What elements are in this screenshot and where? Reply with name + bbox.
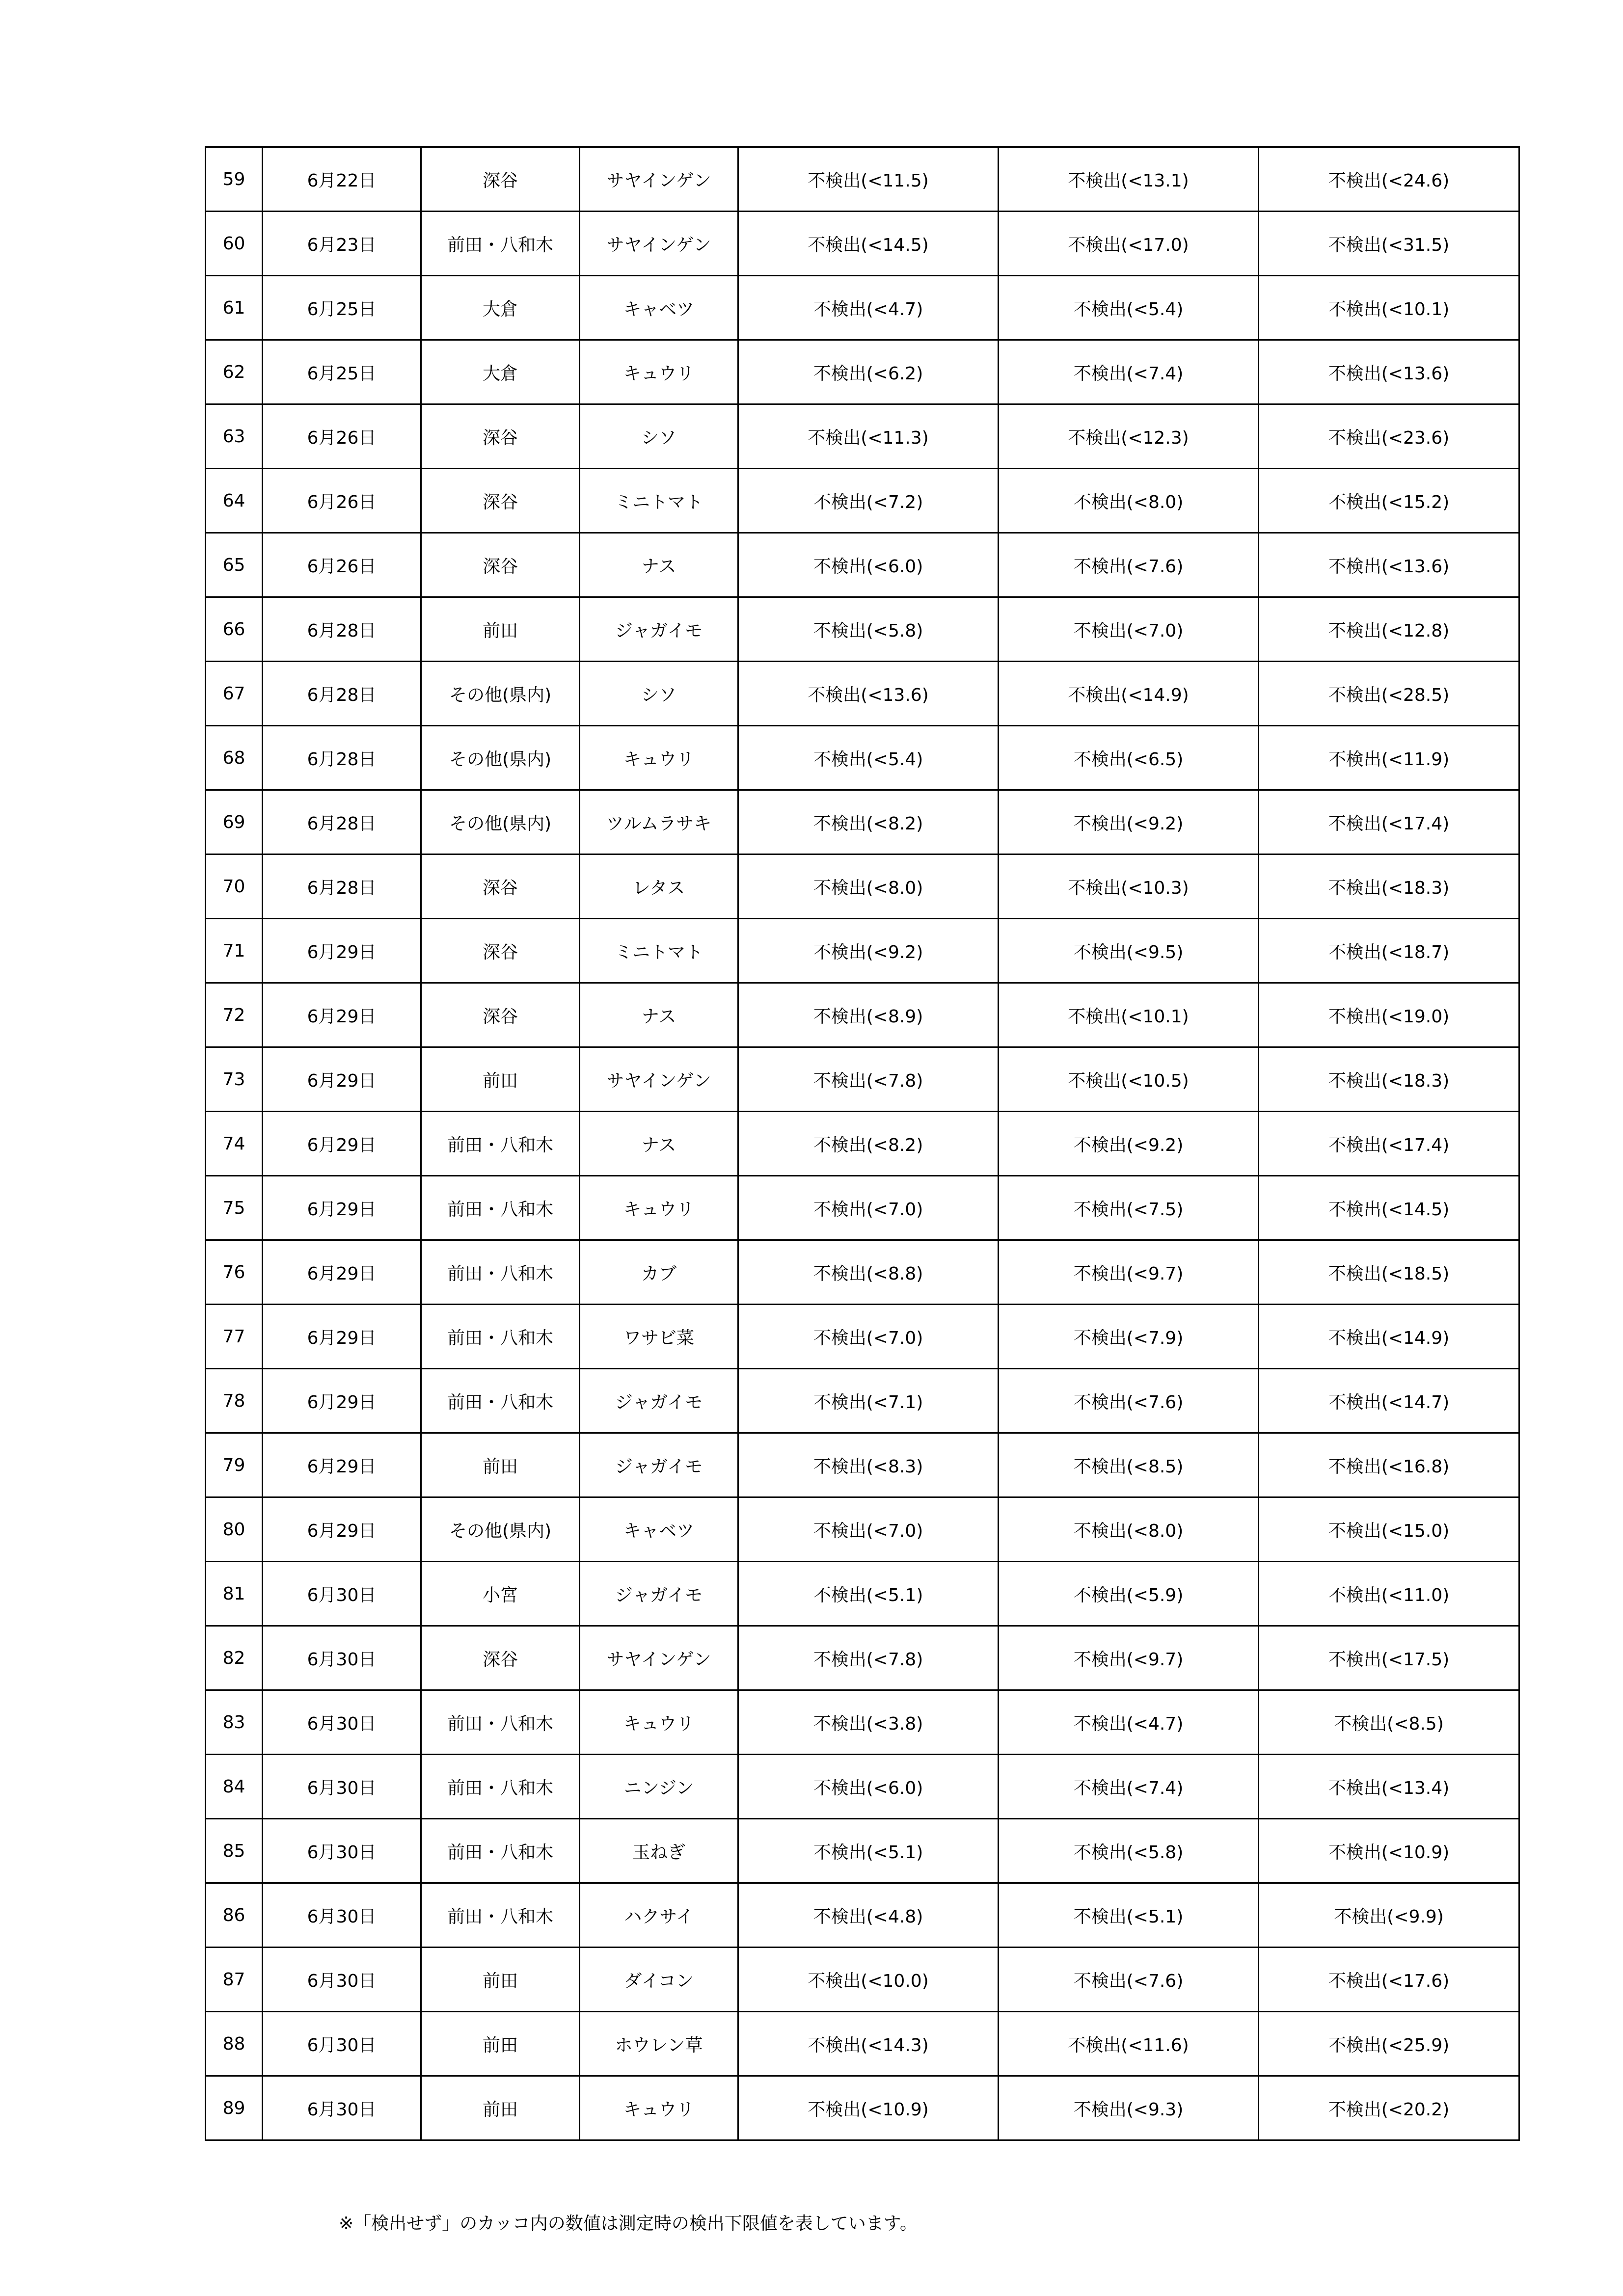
result-3-cell: 不検出(<25.9) <box>1259 2012 1519 2076</box>
result-2-cell: 不検出(<5.9) <box>999 1562 1259 1626</box>
result-2-cell: 不検出(<10.3) <box>999 854 1259 919</box>
result-2-cell: 不検出(<14.9) <box>999 662 1259 726</box>
sample-number-cell: 59 <box>206 147 263 212</box>
sample-number-cell: 80 <box>206 1497 263 1562</box>
area-cell: 深谷 <box>421 983 580 1047</box>
result-3-cell: 不検出(<14.5) <box>1259 1176 1519 1240</box>
result-1-cell: 不検出(<6.0) <box>738 533 999 597</box>
item-cell: ダイコン <box>580 1948 738 2012</box>
result-1-cell: 不検出(<3.8) <box>738 1690 999 1755</box>
result-3-cell: 不検出(<13.6) <box>1259 340 1519 404</box>
result-3-cell: 不検出(<15.0) <box>1259 1497 1519 1562</box>
result-3-cell: 不検出(<19.0) <box>1259 983 1519 1047</box>
result-2-cell: 不検出(<7.5) <box>999 1176 1259 1240</box>
sample-number-cell: 89 <box>206 2076 263 2140</box>
result-3-cell: 不検出(<14.9) <box>1259 1305 1519 1369</box>
date-cell: 6月29日 <box>263 1112 421 1176</box>
result-1-cell: 不検出(<5.1) <box>738 1819 999 1883</box>
table-row <box>206 2076 1519 2140</box>
item-cell: ジャガイモ <box>580 1433 738 1497</box>
footnote: ※「検出せず」のカッコ内の数値は測定時の検出下限値を表しています。 <box>339 2214 918 2234</box>
item-cell: ミニトマト <box>580 919 738 983</box>
table-row <box>206 790 1519 854</box>
date-cell: 6月26日 <box>263 533 421 597</box>
result-3-cell: 不検出(<28.5) <box>1259 662 1519 726</box>
table-row <box>206 597 1519 662</box>
result-2-cell: 不検出(<7.4) <box>999 340 1259 404</box>
item-cell: ジャガイモ <box>580 1562 738 1626</box>
table-row <box>206 854 1519 919</box>
result-3-cell: 不検出(<24.6) <box>1259 147 1519 212</box>
item-cell: サヤインゲン <box>580 1626 738 1690</box>
sample-number-cell: 69 <box>206 790 263 854</box>
result-3-cell: 不検出(<9.9) <box>1259 1883 1519 1948</box>
date-cell: 6月30日 <box>263 1755 421 1819</box>
item-cell: シソ <box>580 404 738 469</box>
result-2-cell: 不検出(<8.0) <box>999 469 1259 533</box>
result-2-cell: 不検出(<9.7) <box>999 1240 1259 1305</box>
item-cell: ツルムラサキ <box>580 790 738 854</box>
item-cell: ナス <box>580 1112 738 1176</box>
area-cell: 深谷 <box>421 1626 580 1690</box>
result-3-cell: 不検出(<14.7) <box>1259 1369 1519 1433</box>
table-row <box>206 1755 1519 1819</box>
table-row <box>206 533 1519 597</box>
table-row <box>206 1305 1519 1369</box>
area-cell: 深谷 <box>421 469 580 533</box>
result-3-cell: 不検出(<16.8) <box>1259 1433 1519 1497</box>
area-cell: 深谷 <box>421 919 580 983</box>
result-1-cell: 不検出(<8.2) <box>738 790 999 854</box>
date-cell: 6月29日 <box>263 1240 421 1305</box>
table-row <box>206 1240 1519 1305</box>
result-3-cell: 不検出(<13.6) <box>1259 533 1519 597</box>
result-3-cell: 不検出(<15.2) <box>1259 469 1519 533</box>
result-1-cell: 不検出(<10.9) <box>738 2076 999 2140</box>
table-row <box>206 1497 1519 1562</box>
result-3-cell: 不検出(<17.5) <box>1259 1626 1519 1690</box>
result-3-cell: 不検出(<17.4) <box>1259 1112 1519 1176</box>
area-cell: 深谷 <box>421 854 580 919</box>
result-2-cell: 不検出(<5.1) <box>999 1883 1259 1948</box>
date-cell: 6月29日 <box>263 1047 421 1112</box>
sample-number-cell: 60 <box>206 212 263 276</box>
date-cell: 6月30日 <box>263 1690 421 1755</box>
date-cell: 6月25日 <box>263 340 421 404</box>
area-cell: 深谷 <box>421 533 580 597</box>
table-row <box>206 340 1519 404</box>
area-cell: 前田 <box>421 597 580 662</box>
date-cell: 6月30日 <box>263 2076 421 2140</box>
date-cell: 6月23日 <box>263 212 421 276</box>
sample-number-cell: 85 <box>206 1819 263 1883</box>
result-1-cell: 不検出(<7.1) <box>738 1369 999 1433</box>
result-1-cell: 不検出(<7.0) <box>738 1497 999 1562</box>
area-cell: 前田 <box>421 1047 580 1112</box>
result-3-cell: 不検出(<13.4) <box>1259 1755 1519 1819</box>
area-cell: その他(県内) <box>421 790 580 854</box>
sample-number-cell: 65 <box>206 533 263 597</box>
item-cell: キャベツ <box>580 1497 738 1562</box>
result-1-cell: 不検出(<4.8) <box>738 1883 999 1948</box>
result-1-cell: 不検出(<10.0) <box>738 1948 999 2012</box>
table-row <box>206 662 1519 726</box>
table-row <box>206 1176 1519 1240</box>
result-2-cell: 不検出(<10.5) <box>999 1047 1259 1112</box>
date-cell: 6月30日 <box>263 1819 421 1883</box>
item-cell: ナス <box>580 533 738 597</box>
item-cell: ニンジン <box>580 1755 738 1819</box>
area-cell: 前田・八和木 <box>421 212 580 276</box>
date-cell: 6月29日 <box>263 1497 421 1562</box>
result-3-cell: 不検出(<17.4) <box>1259 790 1519 854</box>
result-2-cell: 不検出(<12.3) <box>999 404 1259 469</box>
table-row <box>206 1433 1519 1497</box>
area-cell: 前田・八和木 <box>421 1240 580 1305</box>
sample-number-cell: 87 <box>206 1948 263 2012</box>
sample-number-cell: 68 <box>206 726 263 790</box>
item-cell: サヤインゲン <box>580 212 738 276</box>
result-1-cell: 不検出(<6.2) <box>738 340 999 404</box>
date-cell: 6月28日 <box>263 790 421 854</box>
item-cell: キャベツ <box>580 276 738 340</box>
area-cell: 前田・八和木 <box>421 1305 580 1369</box>
result-3-cell: 不検出(<12.8) <box>1259 597 1519 662</box>
area-cell: 前田 <box>421 1948 580 2012</box>
item-cell: 玉ねぎ <box>580 1819 738 1883</box>
result-1-cell: 不検出(<11.5) <box>738 147 999 212</box>
area-cell: 深谷 <box>421 147 580 212</box>
date-cell: 6月30日 <box>263 1948 421 2012</box>
result-1-cell: 不検出(<4.7) <box>738 276 999 340</box>
result-3-cell: 不検出(<18.5) <box>1259 1240 1519 1305</box>
date-cell: 6月29日 <box>263 983 421 1047</box>
sample-number-cell: 81 <box>206 1562 263 1626</box>
sample-number-cell: 76 <box>206 1240 263 1305</box>
result-3-cell: 不検出(<18.3) <box>1259 1047 1519 1112</box>
table-row <box>206 1883 1519 1948</box>
result-3-cell: 不検出(<10.9) <box>1259 1819 1519 1883</box>
result-2-cell: 不検出(<7.6) <box>999 1369 1259 1433</box>
result-2-cell: 不検出(<5.4) <box>999 276 1259 340</box>
sample-number-cell: 67 <box>206 662 263 726</box>
table-row <box>206 1112 1519 1176</box>
sample-number-cell: 73 <box>206 1047 263 1112</box>
result-1-cell: 不検出(<8.2) <box>738 1112 999 1176</box>
table-row <box>206 726 1519 790</box>
item-cell: キュウリ <box>580 2076 738 2140</box>
results-table <box>205 146 1520 2141</box>
sample-number-cell: 88 <box>206 2012 263 2076</box>
area-cell: 前田・八和木 <box>421 1690 580 1755</box>
result-3-cell: 不検出(<8.5) <box>1259 1690 1519 1755</box>
result-1-cell: 不検出(<7.2) <box>738 469 999 533</box>
table-row <box>206 1369 1519 1433</box>
item-cell: ホウレン草 <box>580 2012 738 2076</box>
sample-number-cell: 82 <box>206 1626 263 1690</box>
result-1-cell: 不検出(<7.0) <box>738 1305 999 1369</box>
table-row <box>206 1948 1519 2012</box>
result-1-cell: 不検出(<14.3) <box>738 2012 999 2076</box>
area-cell: 前田・八和木 <box>421 1755 580 1819</box>
result-2-cell: 不検出(<9.2) <box>999 1112 1259 1176</box>
date-cell: 6月30日 <box>263 1626 421 1690</box>
sample-number-cell: 75 <box>206 1176 263 1240</box>
item-cell: サヤインゲン <box>580 1047 738 1112</box>
table-row <box>206 212 1519 276</box>
date-cell: 6月30日 <box>263 1883 421 1948</box>
table-row <box>206 1690 1519 1755</box>
result-2-cell: 不検出(<10.1) <box>999 983 1259 1047</box>
result-3-cell: 不検出(<10.1) <box>1259 276 1519 340</box>
result-1-cell: 不検出(<9.2) <box>738 919 999 983</box>
sample-number-cell: 83 <box>206 1690 263 1755</box>
date-cell: 6月28日 <box>263 726 421 790</box>
date-cell: 6月29日 <box>263 1369 421 1433</box>
result-3-cell: 不検出(<18.3) <box>1259 854 1519 919</box>
result-3-cell: 不検出(<20.2) <box>1259 2076 1519 2140</box>
area-cell: 前田 <box>421 2076 580 2140</box>
table-row <box>206 1047 1519 1112</box>
area-cell: 大倉 <box>421 340 580 404</box>
area-cell: 前田・八和木 <box>421 1883 580 1948</box>
result-2-cell: 不検出(<6.5) <box>999 726 1259 790</box>
result-2-cell: 不検出(<17.0) <box>999 212 1259 276</box>
date-cell: 6月22日 <box>263 147 421 212</box>
table-row <box>206 404 1519 469</box>
sample-number-cell: 74 <box>206 1112 263 1176</box>
result-3-cell: 不検出(<11.9) <box>1259 726 1519 790</box>
sample-number-cell: 70 <box>206 854 263 919</box>
sample-number-cell: 86 <box>206 1883 263 1948</box>
item-cell: レタス <box>580 854 738 919</box>
result-3-cell: 不検出(<17.6) <box>1259 1948 1519 2012</box>
date-cell: 6月25日 <box>263 276 421 340</box>
result-2-cell: 不検出(<5.8) <box>999 1819 1259 1883</box>
date-cell: 6月28日 <box>263 854 421 919</box>
result-2-cell: 不検出(<7.6) <box>999 533 1259 597</box>
area-cell: 前田・八和木 <box>421 1819 580 1883</box>
item-cell: キュウリ <box>580 726 738 790</box>
table-body <box>206 147 1519 2140</box>
sample-number-cell: 78 <box>206 1369 263 1433</box>
area-cell: その他(県内) <box>421 662 580 726</box>
result-2-cell: 不検出(<8.5) <box>999 1433 1259 1497</box>
item-cell: キュウリ <box>580 340 738 404</box>
result-1-cell: 不検出(<6.0) <box>738 1755 999 1819</box>
sample-number-cell: 84 <box>206 1755 263 1819</box>
item-cell: サヤインゲン <box>580 147 738 212</box>
table-row <box>206 1626 1519 1690</box>
area-cell: 小宮 <box>421 1562 580 1626</box>
result-1-cell: 不検出(<7.8) <box>738 1626 999 1690</box>
result-2-cell: 不検出(<11.6) <box>999 2012 1259 2076</box>
table-row <box>206 919 1519 983</box>
table-row <box>206 276 1519 340</box>
date-cell: 6月29日 <box>263 1433 421 1497</box>
item-cell: キュウリ <box>580 1690 738 1755</box>
area-cell: 前田 <box>421 2012 580 2076</box>
sample-number-cell: 72 <box>206 983 263 1047</box>
item-cell: キュウリ <box>580 1176 738 1240</box>
area-cell: 前田・八和木 <box>421 1112 580 1176</box>
item-cell: シソ <box>580 662 738 726</box>
area-cell: 前田 <box>421 1433 580 1497</box>
result-1-cell: 不検出(<11.3) <box>738 404 999 469</box>
area-cell: 深谷 <box>421 404 580 469</box>
result-3-cell: 不検出(<31.5) <box>1259 212 1519 276</box>
date-cell: 6月28日 <box>263 597 421 662</box>
result-1-cell: 不検出(<8.3) <box>738 1433 999 1497</box>
sample-number-cell: 77 <box>206 1305 263 1369</box>
date-cell: 6月28日 <box>263 662 421 726</box>
date-cell: 6月26日 <box>263 469 421 533</box>
item-cell: ジャガイモ <box>580 597 738 662</box>
result-1-cell: 不検出(<5.4) <box>738 726 999 790</box>
result-3-cell: 不検出(<23.6) <box>1259 404 1519 469</box>
area-cell: 前田・八和木 <box>421 1369 580 1433</box>
sample-number-cell: 64 <box>206 469 263 533</box>
result-1-cell: 不検出(<5.1) <box>738 1562 999 1626</box>
date-cell: 6月29日 <box>263 1176 421 1240</box>
result-1-cell: 不検出(<8.0) <box>738 854 999 919</box>
sample-number-cell: 62 <box>206 340 263 404</box>
sample-number-cell: 63 <box>206 404 263 469</box>
area-cell: 前田・八和木 <box>421 1176 580 1240</box>
item-cell: カブ <box>580 1240 738 1305</box>
result-1-cell: 不検出(<14.5) <box>738 212 999 276</box>
result-2-cell: 不検出(<7.0) <box>999 597 1259 662</box>
area-cell: その他(県内) <box>421 1497 580 1562</box>
result-1-cell: 不検出(<8.9) <box>738 983 999 1047</box>
table-row <box>206 147 1519 212</box>
area-cell: 大倉 <box>421 276 580 340</box>
sample-number-cell: 61 <box>206 276 263 340</box>
result-1-cell: 不検出(<8.8) <box>738 1240 999 1305</box>
sample-number-cell: 79 <box>206 1433 263 1497</box>
result-2-cell: 不検出(<4.7) <box>999 1690 1259 1755</box>
result-1-cell: 不検出(<5.8) <box>738 597 999 662</box>
result-3-cell: 不検出(<11.0) <box>1259 1562 1519 1626</box>
area-cell: その他(県内) <box>421 726 580 790</box>
result-2-cell: 不検出(<7.9) <box>999 1305 1259 1369</box>
item-cell: ワサビ菜 <box>580 1305 738 1369</box>
table-row <box>206 1819 1519 1883</box>
table-row <box>206 2012 1519 2076</box>
date-cell: 6月29日 <box>263 1305 421 1369</box>
item-cell: ジャガイモ <box>580 1369 738 1433</box>
sample-number-cell: 66 <box>206 597 263 662</box>
table-row <box>206 1562 1519 1626</box>
table-row <box>206 469 1519 533</box>
result-1-cell: 不検出(<13.6) <box>738 662 999 726</box>
item-cell: ミニトマト <box>580 469 738 533</box>
result-2-cell: 不検出(<9.2) <box>999 790 1259 854</box>
date-cell: 6月26日 <box>263 404 421 469</box>
result-2-cell: 不検出(<9.3) <box>999 2076 1259 2140</box>
date-cell: 6月30日 <box>263 1562 421 1626</box>
date-cell: 6月30日 <box>263 2012 421 2076</box>
result-2-cell: 不検出(<7.4) <box>999 1755 1259 1819</box>
result-2-cell: 不検出(<13.1) <box>999 147 1259 212</box>
result-1-cell: 不検出(<7.0) <box>738 1176 999 1240</box>
result-1-cell: 不検出(<7.8) <box>738 1047 999 1112</box>
item-cell: ハクサイ <box>580 1883 738 1948</box>
result-2-cell: 不検出(<9.7) <box>999 1626 1259 1690</box>
date-cell: 6月29日 <box>263 919 421 983</box>
item-cell: ナス <box>580 983 738 1047</box>
result-2-cell: 不検出(<9.5) <box>999 919 1259 983</box>
sample-number-cell: 71 <box>206 919 263 983</box>
result-2-cell: 不検出(<7.6) <box>999 1948 1259 2012</box>
result-2-cell: 不検出(<8.0) <box>999 1497 1259 1562</box>
result-3-cell: 不検出(<18.7) <box>1259 919 1519 983</box>
table-row <box>206 983 1519 1047</box>
